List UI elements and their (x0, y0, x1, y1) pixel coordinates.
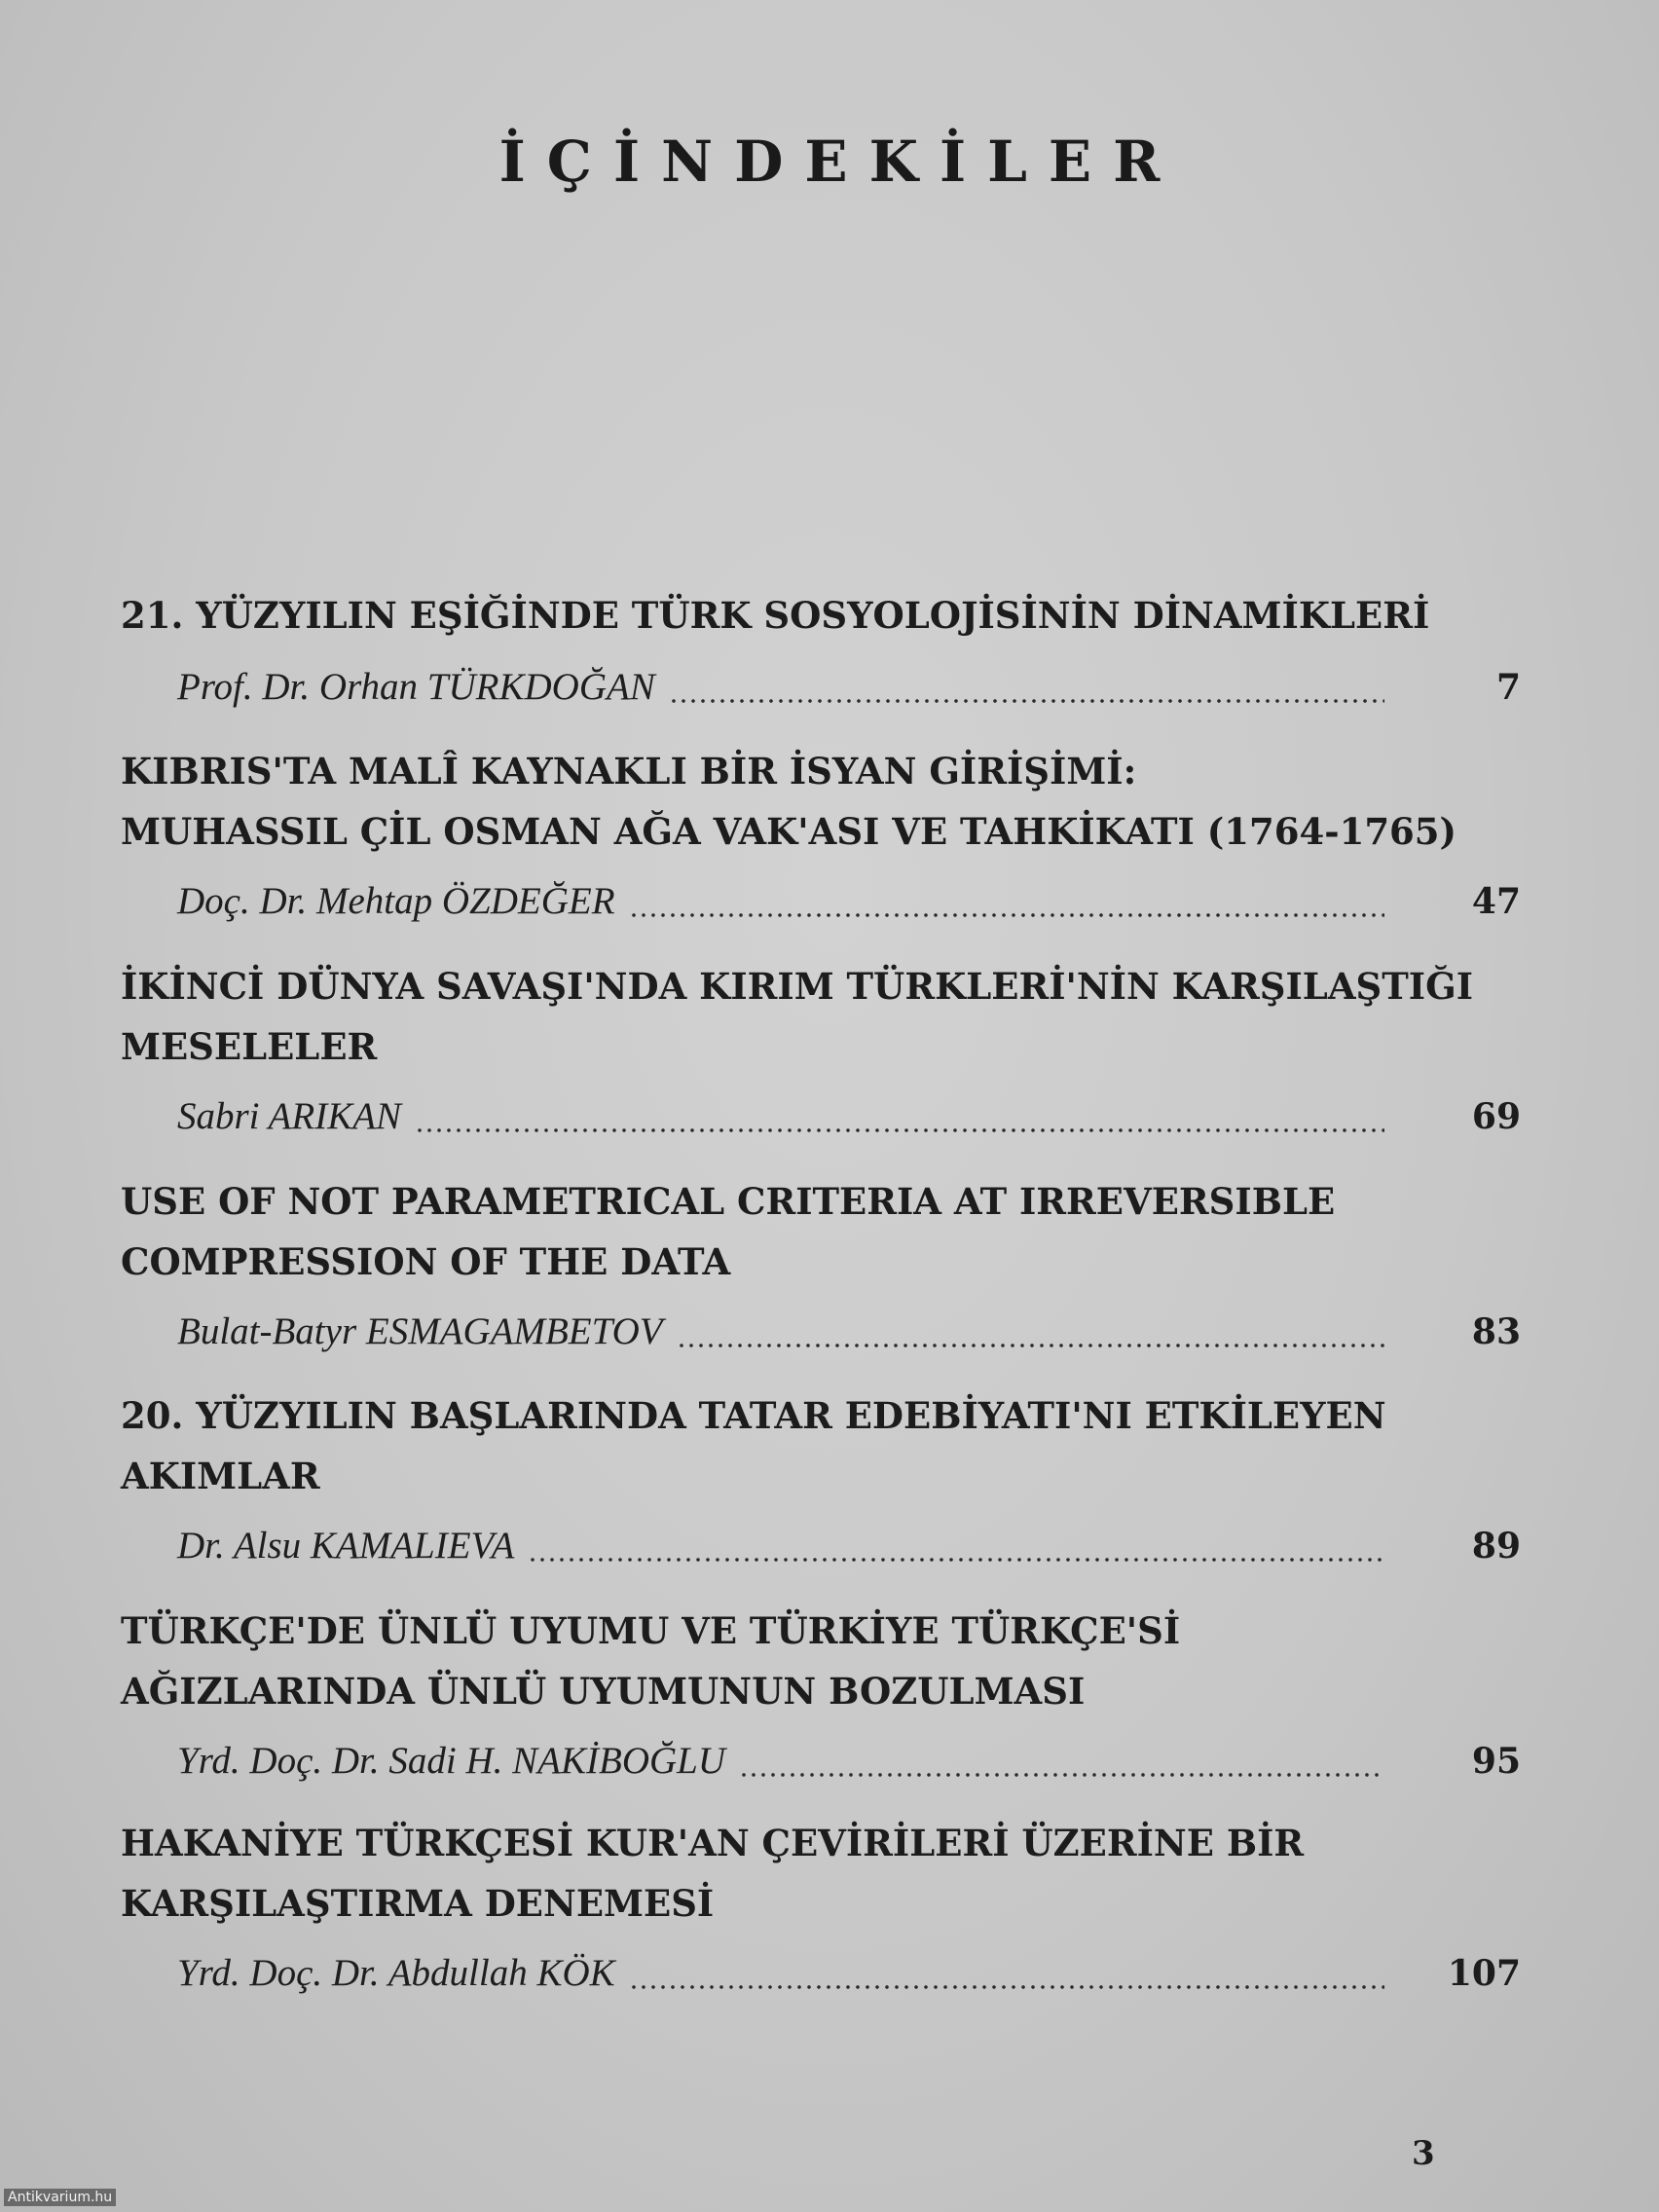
entry-page-number: 83 (1471, 1311, 1521, 1352)
toc-author-row (177, 1524, 1521, 1572)
entry-title-line: COMPRESSION OF THE DATA (121, 1240, 731, 1283)
toc-author-row (177, 1094, 1521, 1143)
entry-author: Dr. Alsu KAMALIEVA (177, 1525, 515, 1567)
toc-author-row (177, 665, 1521, 714)
entry-title-line: MUHASSIL ÇİL OSMAN AĞA VAK'ASI VE TAHKİKATI (1764-1765) (121, 810, 1457, 853)
entry-title-line: 20. YÜZYILIN BAŞLARINDA TATAR EDEBİYATI'NI ETKİLEYEN (121, 1394, 1386, 1437)
entry-title-line: İKİNCİ DÜNYA SAVAŞI'NDA KIRIM TÜRKLERİ'NİN KARŞILAŞTIĞI (121, 965, 1473, 1008)
dot-leader (669, 698, 1384, 704)
entry-title-line: KARŞILAŞTIRMA DENEMESİ (121, 1882, 715, 1925)
entry-page-number: 95 (1471, 1741, 1521, 1782)
entry-title-line: MESELELER (121, 1025, 378, 1068)
entry-title-line: AKIMLAR (121, 1455, 320, 1497)
toc-author-row (177, 1951, 1521, 2000)
watermark: Antikvarium.hu (4, 2189, 116, 2206)
entry-page-number: 7 (1495, 667, 1521, 708)
entry-page-number: 89 (1471, 1526, 1521, 1567)
toc-author-row (177, 879, 1521, 928)
entry-page-number: 47 (1471, 881, 1521, 922)
entry-author: Yrd. Doç. Dr. Abdullah KÖK (177, 1952, 615, 1994)
toc-author-row (177, 1309, 1521, 1358)
dot-leader (415, 1127, 1384, 1133)
entry-title-line: KIBRIS'TA MALÎ KAYNAKLI BİR İSYAN GİRİŞİMİ: (121, 750, 1137, 793)
dot-leader (629, 912, 1384, 918)
entry-author: Doç. Dr. Mehtap ÖZDEĞER (177, 880, 615, 922)
entry-author: Yrd. Doç. Dr. Sadi H. NAKİBOĞLU (177, 1740, 726, 1782)
entry-author: Sabri ARIKAN (177, 1095, 402, 1137)
entry-page-number: 69 (1471, 1096, 1521, 1137)
dot-leader (528, 1557, 1384, 1563)
entry-title-line: AĞIZLARINDA ÜNLÜ UYUMUNUN BOZULMASI (121, 1670, 1086, 1713)
dot-leader (629, 1984, 1384, 1990)
entry-page-number: 107 (1447, 1953, 1521, 1994)
entry-title-line: TÜRKÇE'DE ÜNLÜ UYUMU VE TÜRKİYE TÜRKÇE'Sİ (121, 1609, 1181, 1652)
page-title: İÇİNDEKİLER (498, 129, 1182, 195)
entry-title-line: USE OF NOT PARAMETRICAL CRITERIA AT IRREVERSIBLE (121, 1180, 1336, 1223)
entry-title-line: 21. YÜZYILIN EŞİĞİNDE TÜRK SOSYOLOJİSİNİN DİNAMİKLERİ (121, 594, 1430, 637)
entry-author: Bulat-Batyr ESMAGAMBETOV (177, 1310, 663, 1352)
footer-page-number: 3 (1412, 2134, 1435, 2173)
entry-title-line: HAKANİYE TÜRKÇESİ KUR'AN ÇEVİRİLERİ ÜZERİNE BİR (121, 1822, 1305, 1864)
dot-leader (739, 1772, 1384, 1778)
toc-author-row (177, 1739, 1521, 1788)
entry-author: Prof. Dr. Orhan TÜRKDOĞAN (177, 666, 655, 708)
dot-leader (677, 1343, 1384, 1348)
